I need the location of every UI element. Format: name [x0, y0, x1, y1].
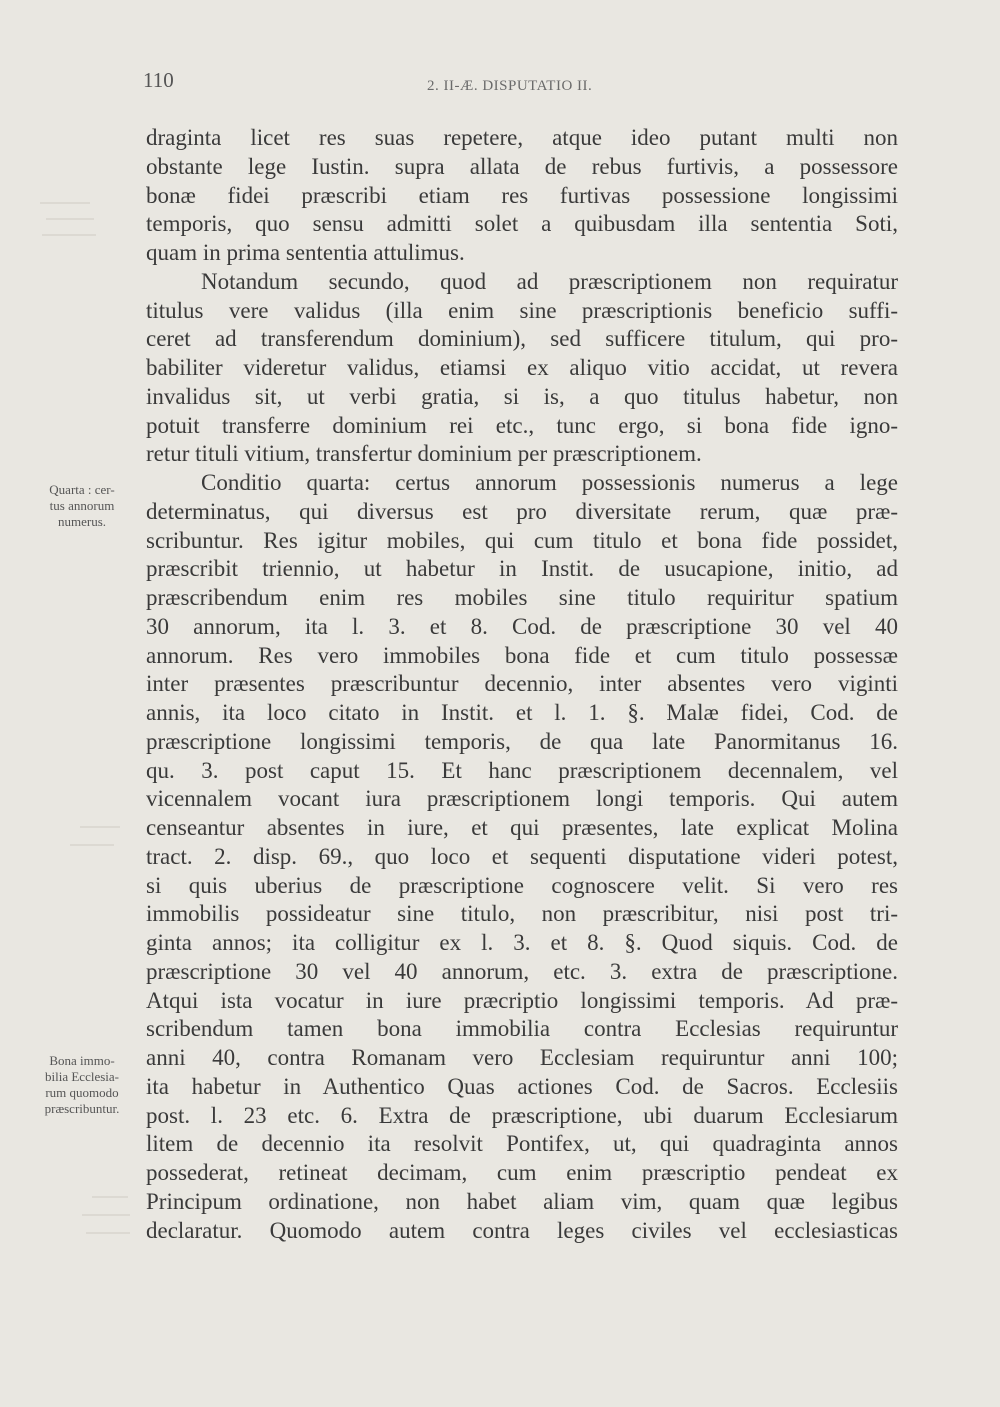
- text-line: immobilis possideatur sine titulo, non præscribitur, nisi post tri-: [146, 901, 898, 927]
- margin-note-line: Bona immo-: [49, 1053, 115, 1068]
- bleed-through-mark: [70, 822, 120, 858]
- text-line: Atqui ista vocatur in iure præcriptio longissimi temporis. Ad præ-: [146, 987, 898, 1013]
- text-line: inter præsentes præscribuntur decennio, inter absentes vero viginti: [146, 671, 898, 697]
- margin-note-line: numerus.: [57, 514, 107, 529]
- text-line: præscriptione longissimi temporis, de qua late Panormitanus 16.: [146, 728, 898, 754]
- text-line: post. l. 23 etc. 6. Extra de præscriptione, ubi duarum Ecclesiarum: [146, 1102, 898, 1128]
- text-line: titulus vere validus (illa enim sine præscriptionis beneficio suffi-: [146, 297, 898, 323]
- text-line: annorum. Res vero immobiles bona fide et cum titulo possessæ: [146, 642, 898, 668]
- text-line: draginta licet res suas repetere, atque ideo putant multi non: [146, 125, 898, 150]
- text-line: tract. 2. disp. 69., quo loco et sequenti disputatione videri potest,: [146, 843, 898, 869]
- text-line: si quis uberius de præscriptione cognoscere velit. Si vero res: [146, 872, 898, 898]
- text-line: bonæ fidei præscribi etiam res furtivas possessione longissimi: [146, 182, 898, 208]
- text-line: declaratur. Quomodo autem contra leges civiles vel ecclesiasticas: [146, 1217, 898, 1243]
- margin-note: [30, 482, 134, 530]
- text-line: præscriptione 30 vel 40 annorum, etc. 3. extra de præscriptione.: [146, 958, 898, 984]
- text-line: ita habetur in Authentico Quas actiones Cod. de Sacros. Ecclesiis: [146, 1073, 898, 1099]
- text-line: annis, ita loco citato in Instit. et l. 1. §. Malæ fidei, Cod. de: [146, 700, 898, 725]
- text-line: potuit transferre dominium rei etc., tunc ergo, si bona fide igno-: [146, 412, 898, 438]
- text-line: qu. 3. post caput 15. Et hanc præscriptionem decennalem, vel: [146, 757, 898, 783]
- text-line: litem de decennio ita resolvit Pontifex, ut, qui quadraginta annos: [146, 1131, 898, 1157]
- text-line: Principum ordinatione, non habet aliam vim, quam quæ legibus: [146, 1188, 898, 1214]
- text-line: scribuntur. Res igitur mobiles, qui cum titulo et bona fide possidet,: [146, 527, 898, 553]
- text-line: 30 annorum, ita l. 3. et 8. Cod. de præscriptione 30 vel 40: [146, 613, 898, 639]
- text-line: possederat, retineat decimam, cum enim præscriptio pendeat ex: [146, 1160, 898, 1185]
- text-line: invalidus sit, ut verbi gratia, si is, a quo titulus habetur, non: [146, 383, 898, 409]
- margin-note-line: Quarta : cer-: [49, 482, 115, 497]
- text-line: censeantur absentes in iure, et qui præsentes, late explicat Molina: [146, 815, 898, 840]
- text-line: scribendum tamen bona immobilia contra Ecclesias requiruntur: [146, 1016, 898, 1042]
- text-line: babiliter videretur validus, etiamsi ex aliquo vitio accidat, ut revera: [146, 355, 898, 380]
- text-line: præscribit triennio, ut habetur in Instit. de usucapione, initio, ad: [146, 556, 898, 582]
- body-text: [146, 124, 898, 1245]
- text-line: Conditio quarta: certus annorum possessionis numerus a lege: [201, 470, 898, 495]
- bleed-through-mark: [40, 198, 100, 238]
- text-line: præscribendum enim res mobiles sine titulo requiritur spatium: [146, 585, 898, 610]
- text-line: determinatus, qui diversus est pro diversitate rerum, quæ præ-: [146, 498, 898, 524]
- text-line: retur tituli vitium, transfertur dominium per præscriptionem.: [146, 441, 702, 467]
- margin-note-line: præscribuntur.: [44, 1101, 120, 1116]
- text-line: anni 40, contra Romanam vero Ecclesiam requiruntur anni 100;: [146, 1045, 898, 1070]
- text-line: obstante lege Iustin. supra allata de rebus furtivis, a possessore: [146, 153, 898, 179]
- text-line: Notandum secundo, quod ad præscriptionem non requiratur: [201, 268, 898, 294]
- bleed-through-mark: [82, 1192, 132, 1242]
- page-number: 110: [143, 68, 174, 92]
- text-line: temporis, quo sensu admitti solet a quibusdam illa sententia Soti,: [146, 211, 898, 237]
- margin-note: [30, 1053, 134, 1117]
- margin-note-line: rum quomodo: [45, 1085, 119, 1100]
- text-line: vicennalem vocant iura præscriptionem longi temporis. Qui autem: [146, 786, 898, 812]
- text-line: quam in prima sententia attulimus.: [146, 240, 465, 265]
- margin-note-line: tus annorum: [49, 498, 115, 513]
- margin-note-line: bilia Ecclesia-: [45, 1069, 119, 1084]
- running-head: 2. II-Æ. DISPUTATIO II.: [427, 78, 593, 94]
- text-line: ceret ad transferendum dominium), sed sufficere titulum, qui pro-: [146, 326, 898, 352]
- text-line: ginta annos; ita colligitur ex l. 3. et 8. §. Quod siquis. Cod. de: [146, 930, 898, 955]
